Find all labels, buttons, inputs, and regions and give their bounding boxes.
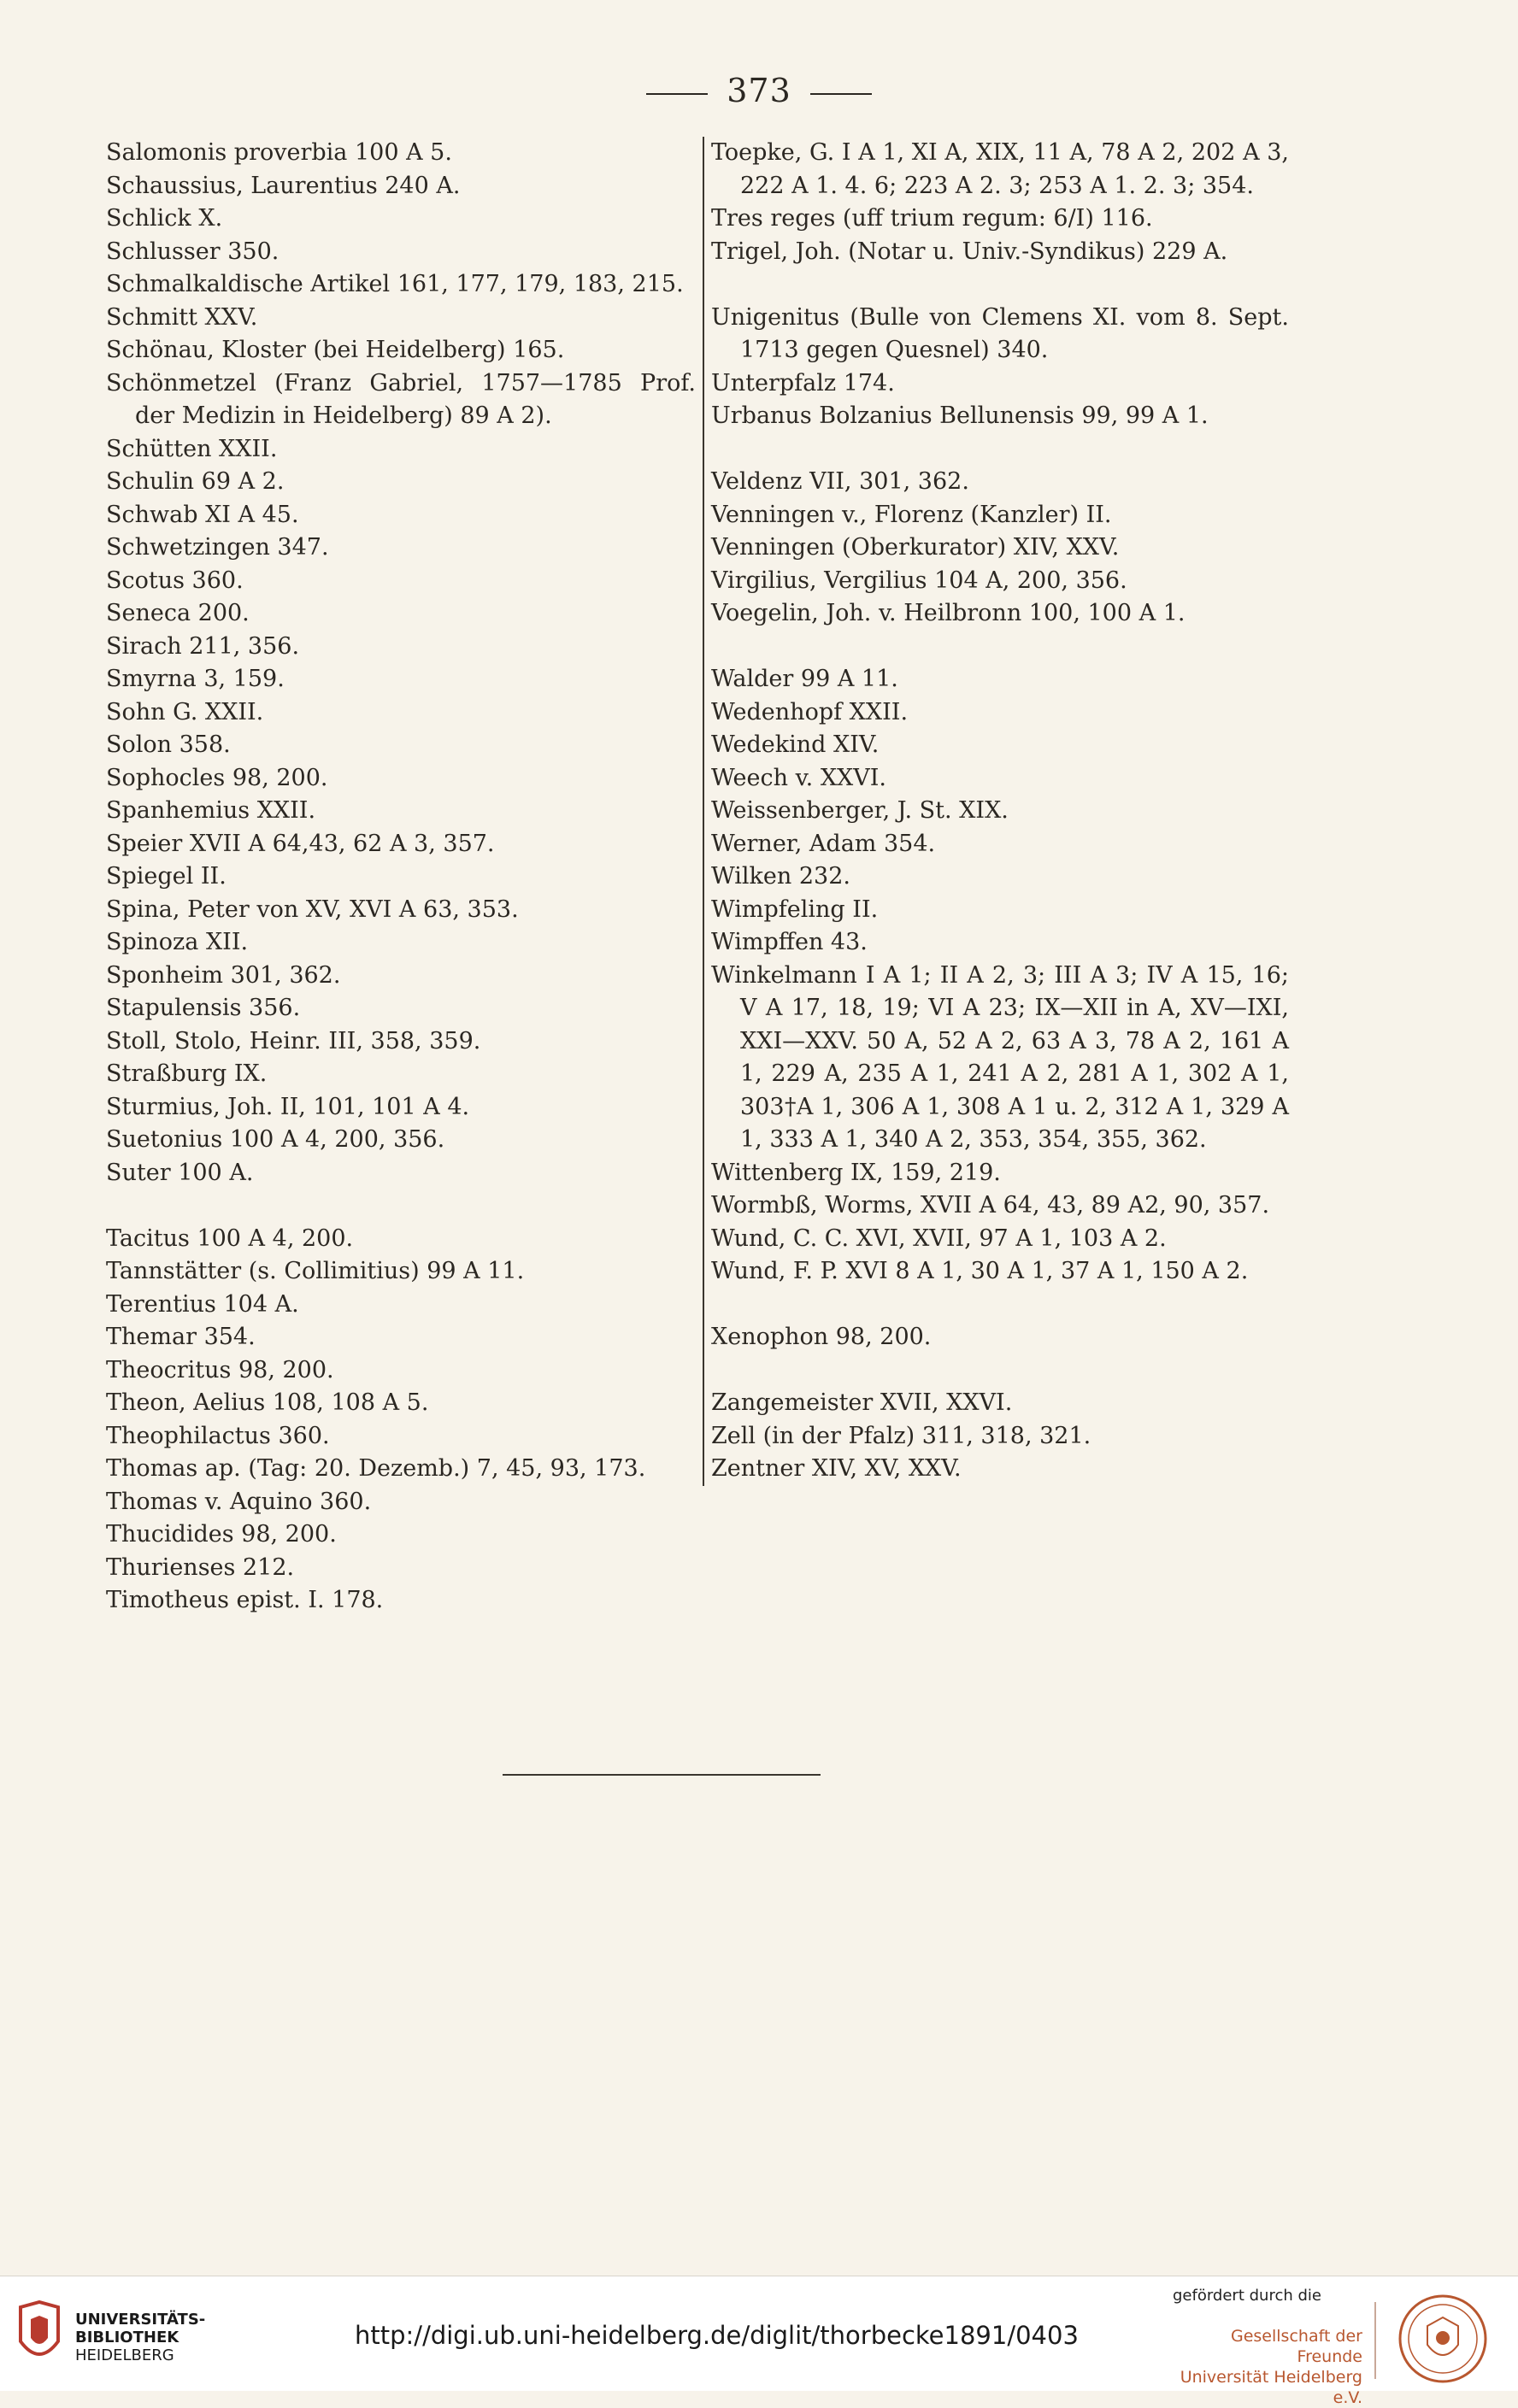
index-entry: Wedenhopf XXII. — [711, 698, 909, 725]
index-entry: Theon, Aelius 108, 108 A 5. — [106, 1389, 429, 1416]
index-entry: Schlick X. — [106, 205, 223, 232]
index-entry: Werner, Adam 354. — [711, 830, 936, 857]
index-gap — [711, 631, 1289, 664]
index-entry: Xenophon 98, 200. — [711, 1324, 932, 1350]
index-entry: Virgilius, Vergilius 104 A, 200, 356. — [711, 567, 1127, 594]
index-entry: Stapulensis 356. — [106, 995, 301, 1021]
index-entry: Seneca 200. — [106, 600, 250, 626]
index-gap — [711, 1289, 1289, 1322]
index-column-right — [703, 137, 1289, 1486]
index-entry: Schütten XXII. — [106, 435, 278, 462]
index-entry: Unigenitus (Bulle von Clemens XI. vom 8. Sept. 1713 gegen Quesnel) 340. — [711, 303, 1289, 363]
index-entry: Voegelin, Joh. v. Heilbronn 100, 100 A 1. — [711, 600, 1186, 626]
index-entry: Wedekind XIV. — [711, 731, 880, 758]
index-entry: Theocritus 98, 200. — [106, 1356, 334, 1383]
index-entry: Spinoza XII. — [106, 929, 249, 955]
index-entry: Trigel, Joh. (Notar u. Univ.-Syndikus) 229 A. — [711, 238, 1228, 265]
index-entry: Schwetzingen 347. — [106, 534, 329, 561]
index-entry: Straßburg IX. — [106, 1060, 268, 1087]
index-entry: Speier XVII A 64,43, 62 A 3, 357. — [106, 830, 495, 857]
index-entry: Thucidides 98, 200. — [106, 1521, 337, 1548]
page-number — [0, 72, 1518, 109]
index-gap — [106, 1189, 696, 1223]
index-entry: Suetonius 100 A 4, 200, 356. — [106, 1126, 445, 1153]
index-entry: Weech v. XXVI. — [711, 764, 887, 791]
index-entry: Spiegel II. — [106, 863, 227, 890]
index-entry: Toepke, G. I A 1, XI A, XIX, 11 A, 78 A 2, 202 A 3, 222 A 1. 4. 6; 223 A 2. 3; 253 A 1. 2. 3; 354. — [711, 139, 1289, 199]
index-entry: Zell (in der Pfalz) 311, 318, 321. — [711, 1422, 1091, 1449]
index-entry: Tacitus 100 A 4, 200. — [106, 1225, 354, 1252]
index-entry: Stoll, Stolo, Heinr. III, 358, 359. — [106, 1027, 481, 1054]
index-entry: Wormbß, Worms, XVII A 64, 43, 89 A2, 90, 357. — [711, 1192, 1270, 1219]
index-entry: Wund, C. C. XVI, XVII, 97 A 1, 103 A 2. — [711, 1225, 1167, 1252]
index-entry: Spanhemius XXII. — [106, 797, 316, 824]
index-entry: Scotus 360. — [106, 567, 244, 594]
library-name-line3: HEIDELBERG — [75, 2346, 174, 2364]
index-entry: Sturmius, Joh. II, 101, 101 A 4. — [106, 1093, 470, 1120]
index-entry: Zentner XIV, XV, XXV. — [711, 1455, 962, 1482]
sponsor-line1: Gesellschaft der Freunde — [1231, 2327, 1362, 2366]
index-entry: Tannstätter (s. Collimitius) 99 A 11. — [106, 1258, 525, 1284]
index-entry: Sohn G. XXII. — [106, 698, 264, 725]
index-entry: Spina, Peter von XV, XVI A 63, 353. — [106, 896, 519, 923]
index-entry: Schmalkaldische Artikel 161, 177, 179, 183, 215. — [106, 271, 684, 297]
index-entry: Urbanus Bolzanius Bellunensis 99, 99 A 1. — [711, 402, 1209, 429]
index-entry: Schmitt XXV. — [106, 303, 258, 331]
sponsor-name — [1178, 2326, 1362, 2408]
page-number-text: 373 — [727, 72, 791, 109]
index-column-left — [106, 137, 696, 1618]
index-entry: Schönmetzel (Franz Gabriel, 1757—1785 Prof. der Medizin in Heidelberg) 89 A 2). — [106, 369, 696, 429]
index-entry: Thurienses 212. — [106, 1553, 295, 1581]
index-entry: Zangemeister XVII, XXVI. — [711, 1389, 1013, 1416]
index-entry: Weissenberger, J. St. XIX. — [711, 797, 1009, 824]
index-gap — [711, 268, 1289, 302]
index-entry: Schwab XI A 45. — [106, 501, 299, 528]
library-name-line2: BIBLIOTHEK — [75, 2329, 179, 2346]
index-entry: Timotheus epist. I. 178. — [106, 1587, 384, 1613]
index-entry: Veldenz VII, 301, 362. — [711, 468, 969, 495]
index-entry: Schaussius, Laurentius 240 A. — [106, 172, 461, 199]
page-number-dash-right — [810, 93, 872, 95]
sponsor-note: gefördert durch die — [1173, 2287, 1321, 2305]
end-rule — [503, 1774, 821, 1776]
index-entry: Sirach 211, 356. — [106, 632, 300, 660]
index-entry: Wittenberg IX, 159, 219. — [711, 1159, 1001, 1186]
index-entry: Tres reges (uff trium regum: 6/I) 116. — [711, 205, 1153, 232]
footer-bar — [0, 2276, 1518, 2407]
index-entry: Venningen (Oberkurator) XIV, XXV. — [711, 534, 1120, 561]
sponsor-line2: Universität Heidelberg e.V. — [1180, 2368, 1362, 2407]
index-entry: Unterpfalz 174. — [711, 369, 895, 396]
index-entry: Thomas v. Aquino 360. — [106, 1488, 372, 1515]
page-number-dash-left — [646, 93, 708, 95]
index-entry: Themar 354. — [106, 1324, 256, 1350]
index-entry: Solon 358. — [106, 731, 231, 758]
index-gap — [711, 1354, 1289, 1388]
index-entry: Wimpfeling II. — [711, 896, 879, 923]
index-entry: Theophilactus 360. — [106, 1422, 330, 1449]
index-entry: Venningen v., Florenz (Kanzler) II. — [711, 501, 1112, 528]
sponsor-divider — [1374, 2302, 1376, 2379]
university-seal-icon — [1392, 2292, 1494, 2386]
index-entry: Salomonis proverbia 100 A 5. — [106, 139, 452, 166]
index-entry: Sophocles 98, 200. — [106, 764, 328, 791]
index-gap — [711, 433, 1289, 467]
library-name — [75, 2311, 205, 2364]
index-entry: Walder 99 A 11. — [711, 666, 898, 692]
index-entry: Smyrna 3, 159. — [106, 666, 285, 692]
index-entry: Wund, F. P. XVI 8 A 1, 30 A 1, 37 A 1, 150 A 2. — [711, 1258, 1249, 1284]
library-logo-icon — [15, 2300, 63, 2369]
index-entry: Schönau, Kloster (bei Heidelberg) 165. — [106, 337, 565, 363]
index-entry: Schulin 69 A 2. — [106, 468, 285, 495]
index-entry: Terentius 104 A. — [106, 1290, 299, 1318]
index-entry: Sponheim 301, 362. — [106, 961, 341, 989]
permalink-url[interactable]: http://digi.ub.uni-heidelberg.de/diglit/thorbecke1891/0403 — [355, 2321, 1079, 2350]
index-entry: Wimpffen 43. — [711, 929, 868, 955]
library-name-line1: UNIVERSITÄTS- — [75, 2311, 206, 2329]
index-entry: Winkelmann I A 1; II A 2, 3; III A 3; IV A 15, 16; V A 17, 18, 19; VI A 23; IX—XII in A, XV—IXI, XXI—XXV. 50 A, 52 A 2, 63 A 3, 78 A 2, 161 A 1, 229 A, 235 A 1, 241 A 2, 281 A 1, 302 A 1, 303†A 1, 306 A 1, 308 A 1 u. 2, 312 A 1, 329 A 1, 333 A 1, 340 A 2, 353, 354, 355, 362. — [711, 961, 1289, 1153]
index-entry: Thomas ap. (Tag: 20. Dezemb.) 7, 45, 93, 173. — [106, 1455, 646, 1482]
index-entry: Suter 100 A. — [106, 1159, 254, 1186]
index-entry: Schlusser 350. — [106, 238, 279, 265]
index-entry: Wilken 232. — [711, 863, 850, 890]
